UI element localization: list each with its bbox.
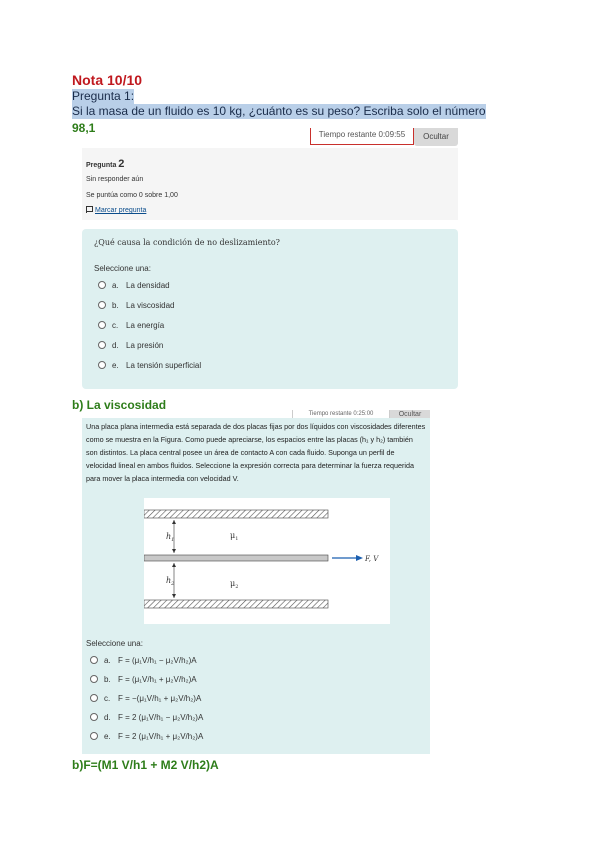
radio-button[interactable] <box>90 656 98 664</box>
mu1-label: $\mu_1$ <box>230 531 239 542</box>
question-1-text: Si la masa de un fluido es 10 kg, ¿cuánto es su peso? Escriba solo el número <box>72 104 486 118</box>
h1-label: $h_1$ <box>166 532 175 543</box>
middle-plate <box>144 555 328 561</box>
question-3-text: Una placa plana intermedia está separada de dos placas fijas por dos líquidos con viscosidades diferentes como se muestra en la Figura. Como puede apreciarse, los espacios entre las placas (h₁ y h₂) también son distintos. La placa central posee un área de contacto A con cada fluido. Suponga un perfil de velocidad lineal en ambos fluidos. Seleccione la expresión correcta para determinar la fuerza requerida para mover la placa intermedia con velocidad V. <box>86 422 426 483</box>
question-2-answer: b) La viscosidad <box>72 398 167 412</box>
option-d[interactable]: d. La presión <box>98 341 163 350</box>
flag-icon <box>86 206 93 213</box>
radio-button[interactable] <box>98 301 106 309</box>
h2-label: $h_2$ <box>166 576 175 587</box>
option-c[interactable]: c. La energía <box>98 321 164 330</box>
question-3-answer: b)F=(M1 V/h1 + M2 V/h2)A <box>72 758 219 772</box>
option-3c[interactable]: c. F = −(μ₁V/h₁ + μ₂V/h₂)A <box>90 694 201 703</box>
option-3e[interactable]: e. F = 2 (μ₁V/h₁ + μ₂V/h₂)A <box>90 732 203 741</box>
top-fixed-plate <box>144 510 328 518</box>
question-points: Se puntúa como 0 sobre 1,00 <box>86 192 178 199</box>
plates-figure <box>144 498 390 624</box>
radio-button[interactable] <box>90 675 98 683</box>
radio-button[interactable] <box>98 321 106 329</box>
bottom-fixed-plate <box>144 600 328 608</box>
select-one-label-2: Seleccione una: <box>86 639 143 648</box>
question-1-label: Pregunta 1: <box>72 89 135 103</box>
option-b[interactable]: b. La viscosidad <box>98 301 174 310</box>
grade-title: Nota 10/10 <box>72 72 143 88</box>
radio-button[interactable] <box>98 341 106 349</box>
time-remaining-2: Tiempo restante 0:25:00 <box>292 410 390 419</box>
time-remaining: Tiempo restante 0:09:55 <box>310 128 414 145</box>
question-2-box <box>82 229 458 389</box>
radio-button[interactable] <box>90 732 98 740</box>
option-3b[interactable]: b. F = (μ₁V/h₁ + μ₂V/h₂)A <box>90 675 197 684</box>
option-3a[interactable]: a. F = (μ₁V/h₁ − μ₂V/h₂)A <box>90 656 197 665</box>
option-3d[interactable]: d. F = 2 (μ₁V/h₁ − μ₂V/h₂)A <box>90 713 203 722</box>
option-a[interactable]: a. La densidad <box>98 281 170 290</box>
select-one-label: Seleccione una: <box>94 264 151 273</box>
question-1-answer: 98,1 <box>72 121 96 135</box>
force-label: F, V <box>365 555 379 563</box>
question-3-box <box>82 418 430 754</box>
hide-timer-button-2[interactable]: Ocultar <box>390 410 430 422</box>
radio-button[interactable] <box>98 361 106 369</box>
radio-button[interactable] <box>90 713 98 721</box>
option-e[interactable]: e. La tensión superficial <box>98 361 201 370</box>
radio-button[interactable] <box>90 694 98 702</box>
question-status: Sin responder aún <box>86 176 144 183</box>
mu2-label: $\mu_2$ <box>230 579 239 590</box>
hide-timer-button[interactable]: Ocultar <box>414 128 458 146</box>
question-info-panel <box>82 148 458 220</box>
radio-button[interactable] <box>98 281 106 289</box>
question-2-text: ¿Qué causa la condición de no deslizamiento? <box>94 238 280 247</box>
question-number: Pregunta 2 <box>86 158 125 170</box>
flag-question-link[interactable]: Marcar pregunta <box>86 206 146 214</box>
plates-diagram <box>144 498 390 624</box>
